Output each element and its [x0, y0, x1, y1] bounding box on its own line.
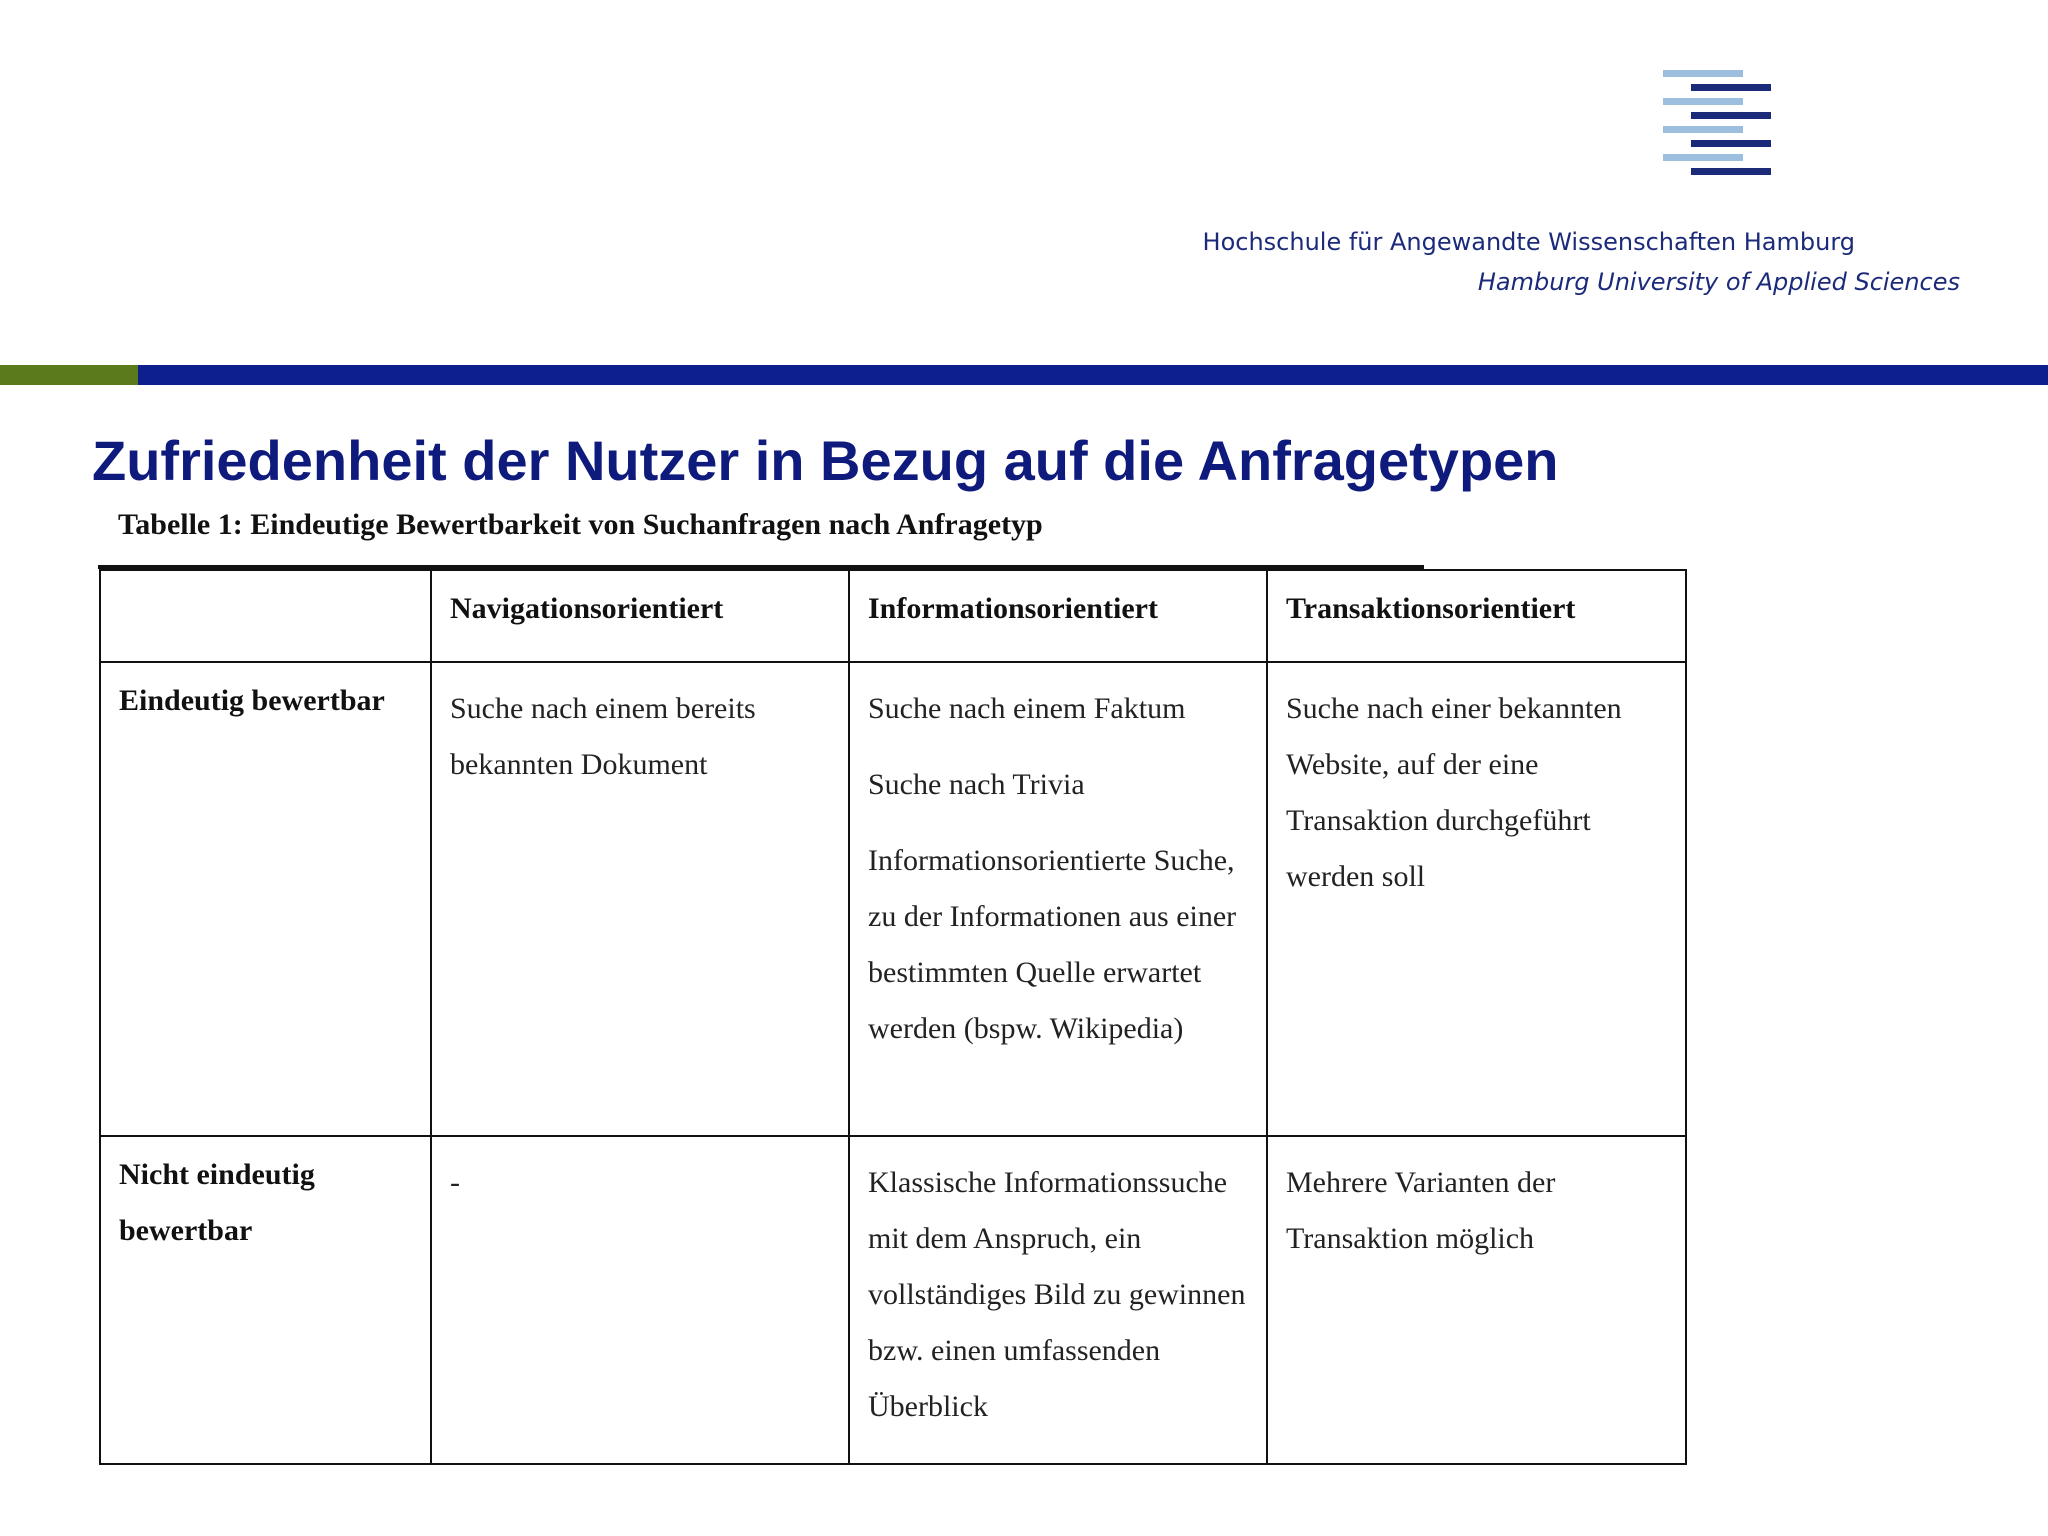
- cell-text: Klassische Informationssuche mit dem Anspruch, ein vollständiges Bild zu gewinnen bzw. einen umfassenden Überblick: [868, 1166, 1246, 1423]
- cell-text: Suche nach einem bereits bekannten Dokument: [450, 692, 756, 781]
- table-row: [100, 1136, 1686, 1464]
- table-row: [100, 662, 1686, 1136]
- cell-text: Informationsorientierte Suche, zu der Informationen aus einer bestimmten Quelle erwartet werden (bspw. Wikipedia): [868, 844, 1237, 1045]
- cell-text: Suche nach einer bekannten Website, auf der eine Transaktion durchgeführt werden soll: [1286, 692, 1622, 893]
- comparison-table: [99, 569, 1687, 1465]
- table-header-transaction: Transaktionsorientiert: [1267, 570, 1686, 662]
- header-stripe-green: [0, 365, 138, 385]
- org-name-en: Hamburg University of Applied Sciences: [1477, 268, 1960, 296]
- table-cell: [1267, 1136, 1686, 1464]
- haw-hamburg-logo-icon: [1663, 70, 1771, 178]
- table-header-information: Informationsorientiert: [849, 570, 1267, 662]
- table-cell: [431, 662, 849, 1136]
- table-cell: [849, 662, 1267, 1136]
- org-name-de: Hochschule für Angewandte Wissenschaften Hamburg: [1202, 228, 1855, 256]
- cell-text: Suche nach Trivia: [868, 768, 1085, 801]
- row-label: Eindeutig bewertbar: [100, 662, 431, 1136]
- table-header-row: [100, 570, 1686, 662]
- table-header-cell-empty: [100, 570, 431, 662]
- table-header-navigation: Navigationsorientiert: [431, 570, 849, 662]
- header-stripe-blue: [138, 365, 2048, 385]
- cell-text: -: [450, 1166, 460, 1199]
- table-cell: [431, 1136, 849, 1464]
- cell-text: Mehrere Varianten der Transaktion möglich: [1286, 1166, 1556, 1255]
- cell-text: Suche nach einem Faktum: [868, 692, 1186, 725]
- table-caption: Tabelle 1: Eindeutige Bewertbarkeit von Suchanfragen nach Anfragetyp: [118, 508, 1043, 541]
- slide-title: Zufriedenheit der Nutzer in Bezug auf die Anfragetypen: [92, 429, 1559, 492]
- row-label: Nicht eindeutig bewertbar: [100, 1136, 431, 1464]
- table-cell: [1267, 662, 1686, 1136]
- table-cell: [849, 1136, 1267, 1464]
